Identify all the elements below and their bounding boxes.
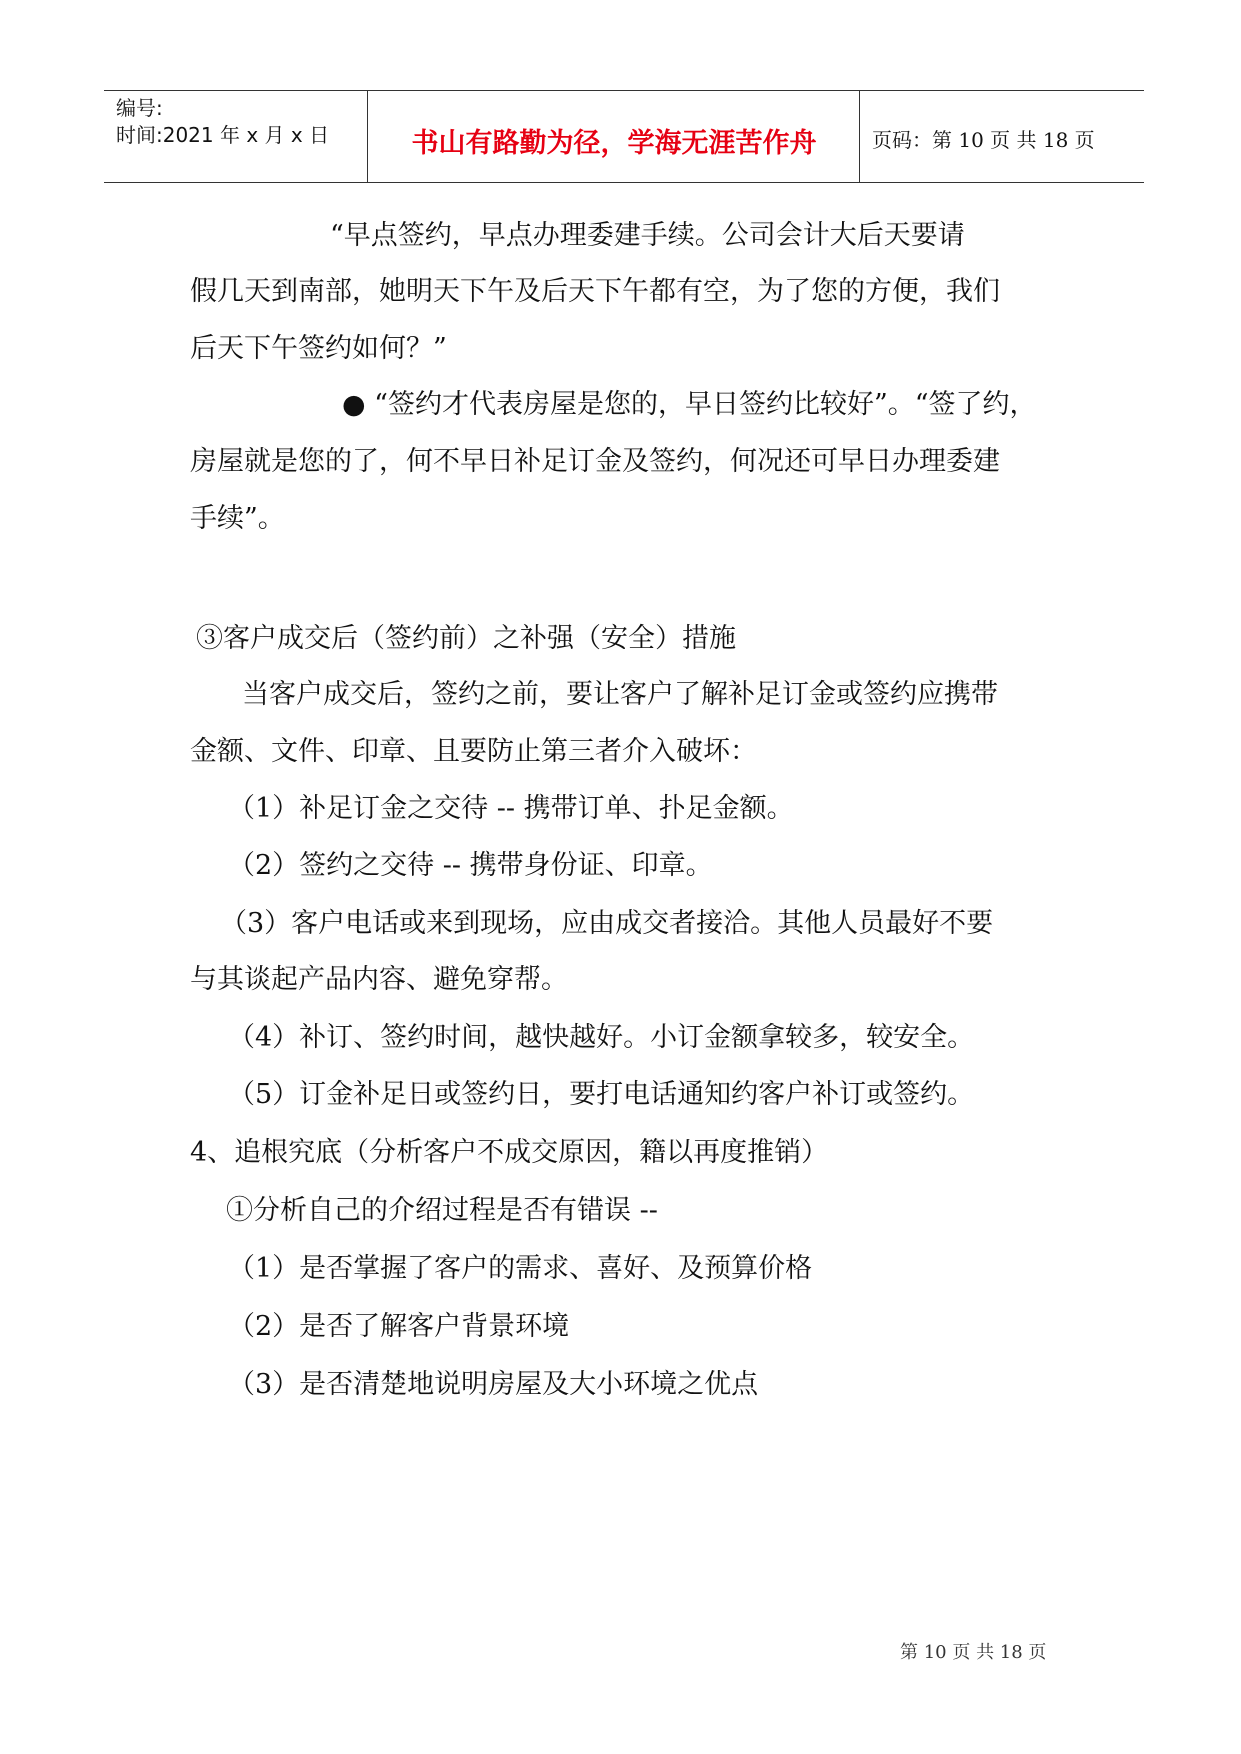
body-line: 房屋就是您的了，何不早日补足订金及签约，何况还可早日办理委建 [190, 446, 1000, 477]
body-line: 当客户成交后，签约之前，要让客户了解补足订金或签约应携带 [242, 679, 998, 710]
list-item: （3）是否清楚地说明房屋及大小环境之优点 [228, 1369, 759, 1400]
list-item: （1）是否掌握了客户的需求、喜好、及预算价格 [228, 1253, 813, 1284]
document-number-label: 编号: [116, 96, 163, 120]
body-line: 与其谈起产品内容、避免穿帮。 [190, 964, 568, 995]
body-line: 手续”。 [190, 503, 285, 534]
header-page-label: 页码：第 10 页 共 18 页 [872, 128, 1095, 152]
body-line: “早点签约，早点办理委建手续。公司会计大后天要请 [330, 220, 965, 251]
body-line: 后天下午签约如何？” [190, 333, 447, 364]
list-item: （3）客户电话或来到现场，应由成交者接洽。其他人员最好不要 [220, 908, 994, 939]
bullet-line: ● “签约才代表房屋是您的，早日签约比较好”。“签了约， [342, 389, 1037, 420]
header-divider [859, 91, 860, 182]
body-line: 金额、文件、印章、且要防止第三者介入破坏： [190, 736, 757, 767]
header-meta [116, 95, 329, 149]
section-heading: ③客户成交后（签约前）之补强（安全）措施 [196, 623, 736, 654]
header-motto: 书山有路勤为径，学海无涯苦作舟 [411, 128, 817, 159]
list-item: （2）签约之交待 -- 携带身份证、印章。 [228, 850, 713, 881]
subsection-heading: ①分析自己的介绍过程是否有错误 -- [226, 1195, 658, 1226]
document-time-label: 时间:2021 年 x 月 x 日 [116, 123, 330, 147]
list-item: （2）是否了解客户背景环境 [228, 1311, 570, 1342]
page-footer: 第 10 页 共 18 页 [900, 1642, 1047, 1663]
list-item: （5）订金补足日或签约日，要打电话通知约客户补订或签约。 [228, 1079, 975, 1110]
page-header [104, 90, 1144, 183]
list-item: （4）补订、签约时间，越快越好。小订金额拿较多，较安全。 [228, 1022, 975, 1053]
header-divider [367, 91, 368, 182]
body-line: 假几天到南部，她明天下午及后天下午都有空，为了您的方便，我们 [190, 276, 1000, 307]
section-heading: 4、追根究底（分析客户不成交原因，籍以再度推销） [190, 1137, 829, 1168]
list-item: （1）补足订金之交待 -- 携带订单、扑足金额。 [228, 793, 794, 824]
